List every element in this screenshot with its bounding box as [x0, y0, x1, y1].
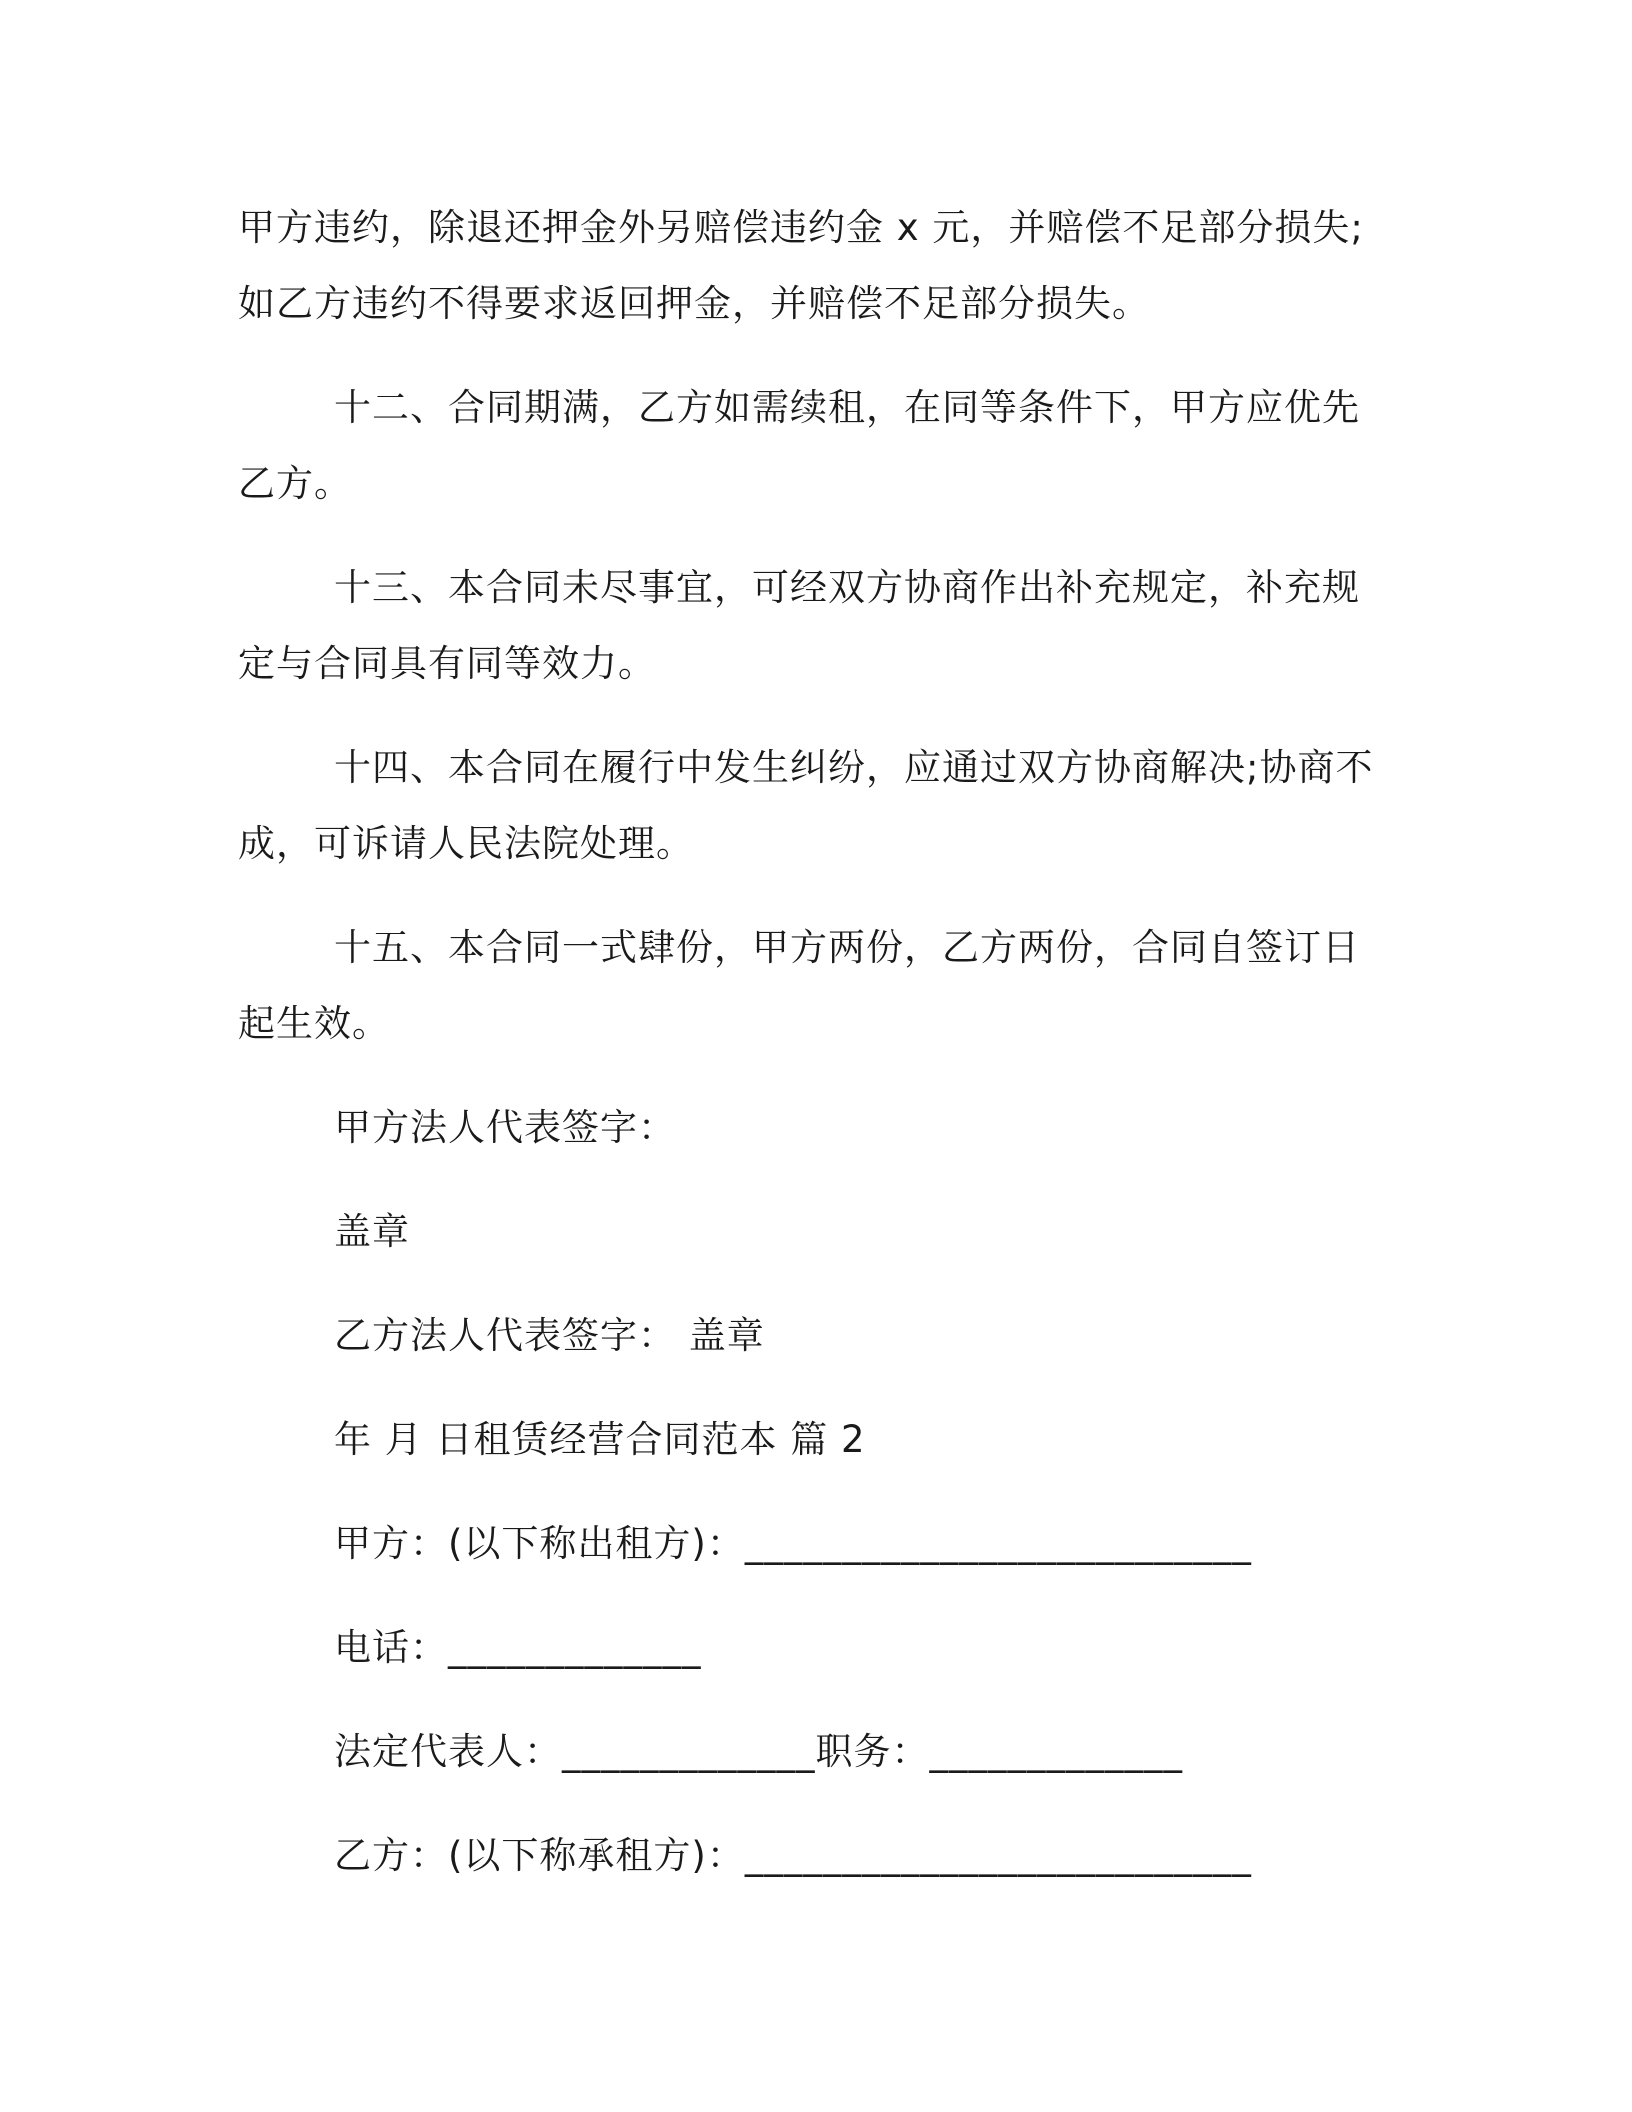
- paragraph-clause-14: 十四、本合同在履行中发生纠纷，应通过双方协商解决;协商不成，可诉请人民法院处理。: [238, 746, 1374, 865]
- paragraph-clause-12: 十二、合同期满，乙方如需续租，在同等条件下，甲方应优先乙方。: [238, 386, 1360, 505]
- phone-field: 电话：_____________: [334, 1626, 702, 1669]
- section-title: 年 月 日租赁经营合同范本 篇 2: [334, 1418, 866, 1461]
- document-body: [238, 190, 1378, 1894]
- legal-representative-field: 法定代表人：_____________职务：_____________: [334, 1730, 1183, 1773]
- paragraph-penalty: 甲方违约，除退还押金外另赔偿违约金 x 元，并赔偿不足部分损失;如乙方违约不得要求返回押金，并赔偿不足部分损失。: [238, 206, 1364, 325]
- paragraph-clause-15: 十五、本合同一式肆份，甲方两份，乙方两份，合同自签订日起生效。: [238, 926, 1360, 1045]
- lessor-field: 甲方：(以下称出租方)：__________________________: [334, 1522, 1252, 1565]
- party-a-seal-line: 盖章: [334, 1210, 410, 1253]
- party-a-signature-line: 甲方法人代表签字：: [334, 1106, 676, 1149]
- party-b-signature-line: 乙方法人代表签字： 盖章: [334, 1314, 765, 1357]
- lessee-field: 乙方：(以下称承租方)：__________________________: [334, 1834, 1252, 1877]
- paragraph-clause-13: 十三、本合同未尽事宜，可经双方协商作出补充规定，补充规定与合同具有同等效力。: [238, 566, 1360, 685]
